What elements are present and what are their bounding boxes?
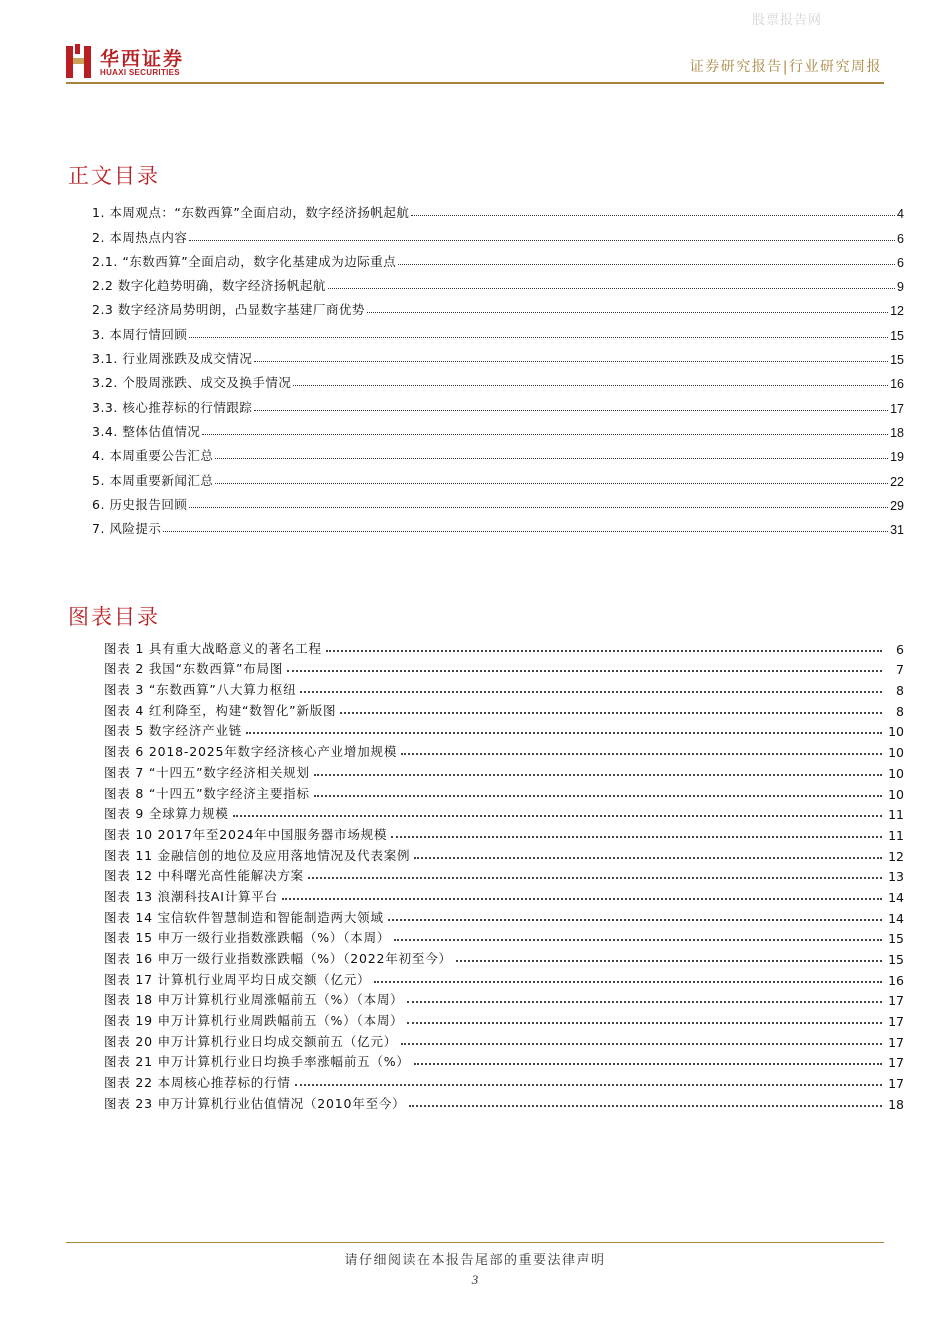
toc-entry-text: 7. 风险提示 [92,521,162,537]
figure-entry-text: 图表 5 数字经济产业链 [104,723,242,739]
toc-entry-text: 3.4. 整体估值情况 [92,423,201,439]
dot-leader [163,531,888,532]
figure-entry-text: 图表 21 申万计算机行业日均换手率涨幅前五（%） [104,1054,410,1070]
toc-entry-page: 19 [890,450,904,465]
figure-entry-page: 8 [896,683,904,699]
figure-entry[interactable] [104,719,904,740]
dot-leader [401,753,882,755]
toc-entry[interactable] [92,367,904,391]
toc-entry-page: 6 [897,231,904,246]
dot-leader [293,385,888,386]
figure-entry-text: 图表 20 申万计算机行业日均成交额前五（亿元） [104,1033,398,1049]
toc-entry-text: 3. 本周行情回顾 [92,326,188,342]
figure-entry-text: 图表 9 全球算力规模 [104,806,229,822]
figure-entry-page: 17 [888,1014,904,1030]
figure-entry[interactable] [104,802,904,823]
figure-entry-text: 图表 19 申万计算机行业周跌幅前五（%）（本周） [104,1013,404,1029]
figure-entry-text: 图表 17 计算机行业周平均日成交额（亿元） [104,971,371,987]
dot-leader [295,1084,882,1086]
figure-entry[interactable] [104,946,904,967]
toc-entry[interactable] [92,318,904,342]
toc-entry-page: 17 [890,401,904,416]
figure-entry[interactable] [104,926,904,947]
dot-leader [391,836,882,838]
dot-leader [246,732,882,734]
toc-entry[interactable] [92,246,904,270]
dot-leader [308,877,882,879]
toc-entry[interactable] [92,416,904,440]
figure-entry[interactable] [104,864,904,885]
dot-leader [254,410,888,411]
dot-leader [300,691,882,693]
toc-entry-text: 1. 本周观点：“东数西算”全面启动，数字经济扬帆起航 [92,205,410,221]
figure-entry-page: 17 [888,993,904,1009]
toc-entry-page: 15 [890,353,904,368]
figure-entry[interactable] [104,884,904,905]
toc-entry-page: 29 [890,498,904,513]
page-number: 3 [471,1272,479,1287]
dot-leader [233,815,882,817]
toc-entry[interactable] [92,513,904,537]
dot-leader [414,857,882,859]
toc-entry-page: 16 [890,377,904,392]
toc-entry-text: 2.3 数字经济局势明朗，凸显数字基建厂商优势 [92,302,365,318]
dot-leader [456,960,882,962]
dot-leader [215,458,888,459]
dot-leader [215,483,888,484]
toc-entry[interactable] [92,343,904,367]
dot-leader [374,981,882,983]
figure-entry[interactable] [104,1008,904,1029]
toc-entry-page: 15 [890,328,904,343]
brand-logo [66,44,206,80]
toc-entry-text: 6. 历史报告回顾 [92,496,188,512]
dot-leader [414,1063,882,1065]
figure-entry-page: 16 [888,972,904,988]
figure-entry-page: 13 [888,869,904,885]
toc-entry-text: 4. 本周重要公告汇总 [92,448,214,464]
figure-entry-page: 10 [888,724,904,740]
toc-entry-text: 3.2. 个股周涨跌、成交及换手情况 [92,375,292,391]
toc-entry[interactable] [92,440,904,464]
dot-leader [287,670,882,672]
figure-entry[interactable] [104,739,904,760]
figure-entry[interactable] [104,967,904,988]
figure-entry-text: 图表 1 具有重大战略意义的著名工程 [104,640,322,656]
dot-leader [407,1001,882,1003]
dot-leader [254,361,888,362]
figure-entry[interactable] [104,636,904,657]
dot-leader [367,312,888,313]
dot-leader [328,288,895,289]
figure-entry[interactable] [104,905,904,926]
figure-entry[interactable] [104,843,904,864]
figure-entry-text: 图表 18 申万计算机行业周涨幅前五（%）（本周） [104,992,404,1008]
toc-list [92,197,904,537]
figure-entry-text: 图表 15 申万一级行业指数涨跌幅（%）（本周） [104,930,391,946]
figure-entry[interactable] [104,781,904,802]
toc-entry[interactable] [92,391,904,415]
toc-title: 正文目录 [68,164,160,188]
toc-entry-page: 4 [897,207,904,222]
figure-entry[interactable] [104,698,904,719]
figure-entry-text: 图表 10 2017年至2024年中国服务器市场规模 [104,826,388,842]
figure-entry[interactable] [104,1050,904,1071]
figure-entry-text: 图表 11 金融信创的地位及应用落地情况及代表案例 [104,847,411,863]
figure-entry-page: 15 [888,931,904,947]
figure-entry[interactable] [104,760,904,781]
figure-entry-text: 图表 2 我国“东数西算”布局图 [104,661,284,677]
figure-entry[interactable] [104,1070,904,1091]
figure-entry-page: 6 [896,641,904,657]
toc-entry-text: 2. 本周热点内容 [92,229,188,245]
brand-name-en: HUAXI SECURITIES [100,68,180,77]
dot-leader [398,264,895,265]
toc-entry-text: 5. 本周重要新闻汇总 [92,472,214,488]
figure-entry-page: 17 [888,1034,904,1050]
figure-entry-text: 图表 23 申万计算机行业估值情况（2010年至今） [104,1095,406,1111]
figure-entry-page: 10 [888,745,904,761]
figure-entry-page: 17 [888,1055,904,1071]
watermark-text: 股票报告网 [752,13,823,28]
toc-entry[interactable] [92,221,904,245]
figure-entry[interactable] [104,677,904,698]
toc-entry-page: 31 [890,523,904,538]
toc-entry-text: 3.3. 核心推荐标的行情跟踪 [92,399,253,415]
figure-entry-page: 11 [888,827,904,843]
figure-entry-page: 11 [888,807,904,823]
figure-entry-page: 14 [888,889,904,905]
dot-leader [407,1022,882,1024]
toc-entry-text: 2.1. “东数西算”全面启动，数字化基建成为边际重点 [92,253,397,269]
dot-leader [189,337,888,338]
toc-entry[interactable] [92,270,904,294]
figure-entry-text: 图表 22 本周核心推荐标的行情 [104,1075,291,1091]
toc-entry-page: 9 [897,280,904,295]
footer-disclaimer[interactable]: 请仔细阅读在本报告尾部的重要法律声明 [344,1253,606,1268]
figure-entry[interactable] [104,822,904,843]
dot-leader [394,939,882,941]
figures-title: 图表目录 [68,605,160,629]
dot-leader [401,1043,882,1045]
toc-entry[interactable] [92,489,904,513]
figures-list [104,636,904,1112]
dot-leader [340,712,882,714]
brand-name-cn: 华西证券 [100,48,185,70]
figure-entry-page: 18 [888,1096,904,1112]
toc-entry[interactable] [92,294,904,318]
figure-entry-text: 图表 14 宝信软件智慧制造和智能制造两大领域 [104,909,384,925]
figure-entry-page: 12 [888,848,904,864]
figure-entry-text: 图表 6 2018-2025年数字经济核心产业增加规模 [104,744,398,760]
dot-leader [388,919,882,921]
figure-entry-text: 图表 13 浪潮科技AI计算平台 [104,888,278,904]
dot-leader [314,795,882,797]
header-divider [66,82,884,84]
figure-entry-text: 图表 16 申万一级行业指数涨跌幅（%）（2022年初至今） [104,951,452,966]
figure-entry-page: 17 [888,1076,904,1092]
figure-entry-page: 10 [888,765,904,781]
figure-entry-text: 图表 12 中科曙光高性能解决方案 [104,868,304,884]
dot-leader [282,898,882,900]
dot-leader [326,650,882,652]
dot-leader [409,1105,882,1107]
dot-leader [411,215,895,216]
toc-entry[interactable] [92,197,904,221]
toc-entry-page: 6 [897,255,904,270]
figure-entry[interactable] [104,1029,904,1050]
figure-entry-page: 14 [888,910,904,926]
figure-entry[interactable] [104,657,904,678]
toc-entry-page: 18 [890,425,904,440]
figure-entry-page: 8 [896,703,904,719]
figure-entry-text: 图表 7 “十四五”数字经济相关规划 [104,764,310,780]
dot-leader [202,434,888,435]
huaxi-logo-icon [66,44,94,78]
figure-entry-page: 15 [888,952,904,967]
footer-divider [66,1242,884,1243]
dot-leader [314,774,882,776]
figure-entry-text: 图表 8 “十四五”数字经济主要指标 [104,785,310,801]
dot-leader [189,240,895,241]
figure-entry-text: 图表 3 “东数西算”八大算力枢纽 [104,682,297,698]
figure-entry[interactable] [104,988,904,1009]
dot-leader [189,507,888,508]
figure-entry-text: 图表 4 红利降至，构建“数智化”新版图 [104,702,337,718]
toc-entry[interactable] [92,464,904,488]
figure-entry-page: 7 [896,662,904,678]
toc-entry-page: 22 [890,474,904,489]
figure-entry-page: 10 [888,786,904,802]
toc-entry-text: 2.2 数字化趋势明确，数字经济扬帆起航 [92,278,326,294]
report-type: 证券研究报告|行业研究周报 [689,59,882,75]
toc-entry-text: 3.1. 行业周涨跌及成交情况 [92,351,253,367]
toc-entry-page: 12 [890,304,904,319]
figure-entry[interactable] [104,1091,904,1112]
